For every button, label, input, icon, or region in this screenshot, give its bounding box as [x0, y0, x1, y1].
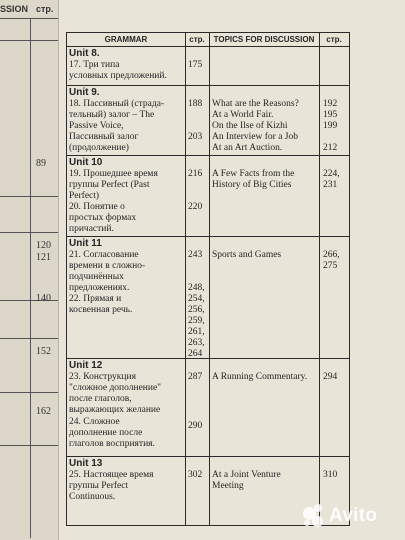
unit-title: Unit 13: [69, 458, 103, 469]
grammar-entry: [69, 294, 175, 316]
grammar-line: времени в сложно-: [69, 261, 146, 271]
topic-page: 231: [323, 180, 338, 190]
topic-entry: History of Big Cities: [212, 180, 292, 190]
topic-entry: A Running Commentary.: [212, 372, 308, 382]
grammar-line: группы Perfect: [69, 481, 129, 491]
row-divider: [67, 155, 349, 156]
topic-page: 192: [323, 99, 338, 109]
grammar-page: 220: [188, 202, 203, 212]
contents-table: [66, 32, 350, 526]
topic-entry: At a World Fair.: [212, 110, 274, 120]
grammar-page: 188: [188, 99, 203, 109]
left-page-fragment: [0, 0, 59, 540]
grammar-page: 203: [188, 132, 203, 142]
topic-entry: An Interview for a Job: [212, 132, 299, 142]
grammar-line: предложениях.: [69, 283, 130, 293]
left-row-divider: [0, 338, 58, 339]
grammar-line: 25. Настоящее время: [69, 470, 154, 480]
grammar-line: Continuous.: [69, 492, 116, 502]
grammar-line: 21. Согласование: [69, 250, 139, 260]
grammar-entry: [69, 250, 175, 294]
grammar-page: 216: [188, 169, 203, 179]
left-column-divider: [30, 18, 31, 538]
unit-title: Unit 10: [69, 157, 103, 168]
grammar-line: "сложное дополнение": [69, 383, 162, 393]
grammar-line: условных предложений.: [69, 71, 167, 81]
header-topics: TOPICS FOR DISCUSSION: [209, 33, 319, 47]
topic-entry: At an Art Auction.: [212, 143, 283, 153]
grammar-line: 19. Прошедшее время: [69, 169, 158, 179]
grammar-line: выражающих желание: [69, 405, 161, 415]
grammar-page: 256,: [188, 305, 205, 315]
left-page-number: 140: [36, 293, 51, 304]
grammar-entry: [69, 470, 175, 503]
grammar-entry: [69, 99, 175, 154]
grammar-line: причастий.: [69, 224, 114, 234]
column-divider: [185, 33, 186, 525]
unit-title: Unit 9.: [69, 87, 100, 98]
grammar-line: простых формах: [69, 213, 137, 223]
topic-page: 294: [323, 372, 338, 382]
topic-page: 195: [323, 110, 338, 120]
left-page-number: 152: [36, 346, 51, 357]
row-divider: [67, 236, 349, 237]
unit-title: Unit 12: [69, 360, 103, 371]
left-page-number: 89: [36, 158, 46, 169]
unit-title: Unit 11: [69, 238, 102, 249]
grammar-page: 175: [188, 60, 203, 70]
grammar-line: 20. Понятие о: [69, 202, 125, 212]
avito-watermark: [303, 504, 395, 528]
grammar-line: 18. Пассивный (страда-: [69, 99, 165, 109]
grammar-entry: [69, 60, 175, 82]
left-header-discussion: SSION: [0, 4, 29, 14]
left-row-divider: [0, 40, 58, 41]
grammar-line: 22. Прямая и: [69, 294, 122, 304]
header-grammar-pages: стр.: [185, 33, 209, 47]
grammar-page: 261,: [188, 327, 205, 337]
topic-page: 310: [323, 470, 338, 480]
watermark-text: Avito: [329, 505, 378, 526]
topic-entry: Meeting: [212, 481, 244, 491]
grammar-page: 287: [188, 372, 203, 382]
grammar-page-list: [188, 283, 211, 360]
grammar-line: после глаголов,: [69, 394, 132, 404]
grammar-entry: [69, 202, 175, 235]
left-row-divider: [0, 196, 58, 197]
unit-title: Unit 8.: [69, 48, 100, 59]
grammar-page: 248,: [188, 283, 205, 293]
left-page-number: 162: [36, 406, 51, 417]
topic-entry: On the Ilse of Kizhi: [212, 121, 288, 131]
topic-page: 275: [323, 261, 338, 271]
grammar-line: Perfect): [69, 191, 100, 201]
grammar-line: подчинённых: [69, 272, 124, 282]
left-header-pages: стр.: [36, 4, 54, 14]
topic-entry: A Few Facts from the: [212, 169, 295, 179]
grammar-line: Passive Voice,: [69, 121, 124, 131]
grammar-line: косвенная речь.: [69, 305, 133, 315]
grammar-line: группы Perfect (Past: [69, 180, 150, 190]
header-topics-pages: стр.: [319, 33, 349, 47]
grammar-line: (продолжение): [69, 143, 129, 153]
grammar-line: Пассивный залог: [69, 132, 139, 142]
grammar-page: 302: [188, 470, 203, 480]
grammar-line: 17. Три типа: [69, 60, 120, 70]
column-divider: [319, 33, 320, 525]
grammar-page: 259,: [188, 316, 205, 326]
left-row-divider: [0, 445, 58, 446]
grammar-entry: [69, 169, 175, 202]
avito-dots-icon: [303, 504, 327, 528]
left-page-number: 121: [36, 252, 51, 263]
grammar-page: 243: [188, 250, 203, 260]
row-divider: [67, 85, 349, 86]
topic-page: 224,: [323, 169, 340, 179]
grammar-page: 290: [188, 421, 203, 431]
grammar-entry: [69, 372, 175, 416]
header-grammar: GRAMMAR: [67, 33, 185, 47]
left-page-header: [0, 2, 58, 19]
row-divider: [67, 456, 349, 457]
left-page-number: 120: [36, 240, 51, 251]
topic-entry: What are the Reasons?: [212, 99, 299, 109]
grammar-page: 264: [188, 349, 203, 359]
topic-page: 212: [323, 143, 338, 153]
topic-entry: Sports and Games: [212, 250, 282, 260]
topic-page: 199: [323, 121, 338, 131]
grammar-line: тельный) залог – The: [69, 110, 155, 120]
topic-page: 266,: [323, 250, 340, 260]
grammar-line: 24. Сложное: [69, 417, 120, 427]
grammar-entry: [69, 417, 175, 450]
grammar-page: 254,: [188, 294, 205, 304]
grammar-line: 23. Конструкция: [69, 372, 136, 382]
grammar-line: дополнение после: [69, 428, 143, 438]
grammar-line: глаголов восприятия.: [69, 439, 155, 449]
left-row-divider: [0, 392, 58, 393]
left-row-divider: [0, 232, 58, 233]
grammar-page: 263,: [188, 338, 205, 348]
topic-entry: At a Joint Venture: [212, 470, 281, 480]
